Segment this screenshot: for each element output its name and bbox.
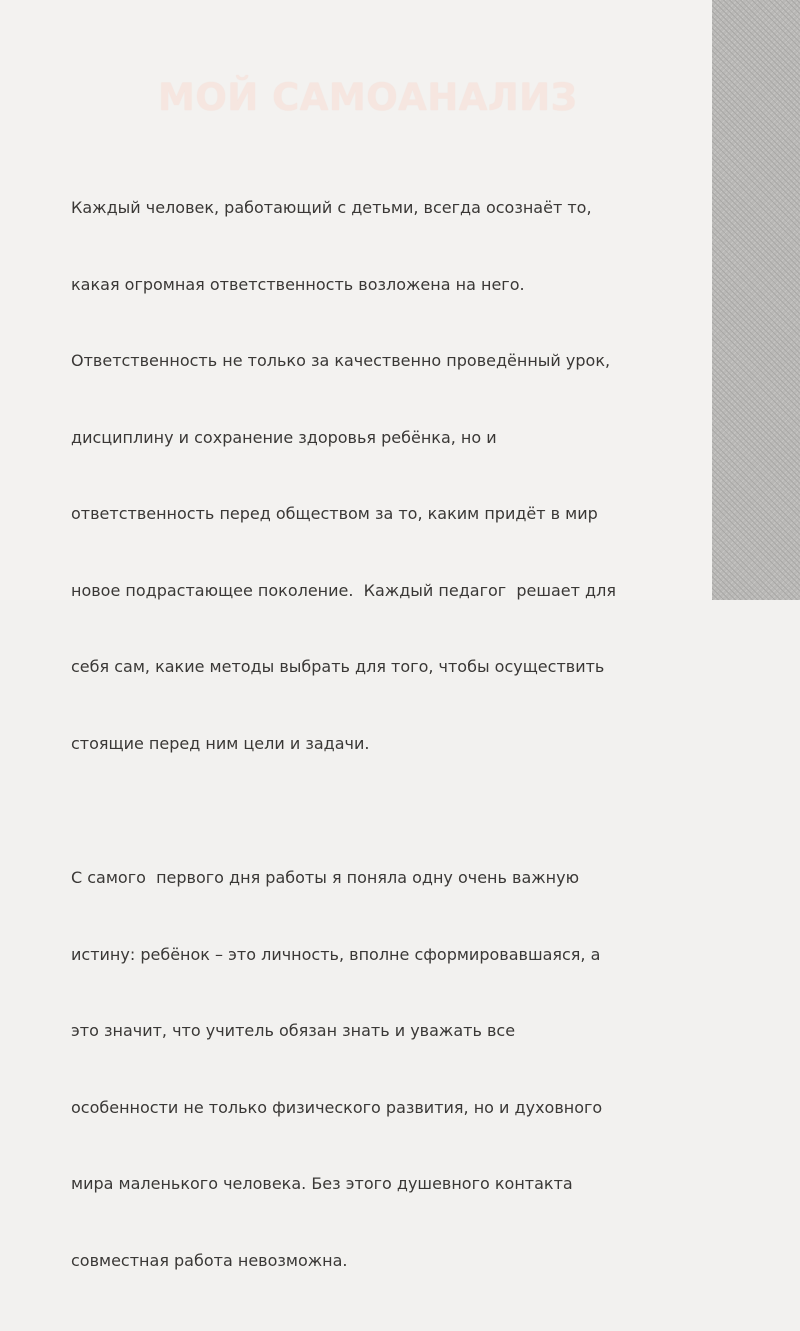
paragraph-line: новое подрастающее поколение. Каждый педагог решает для bbox=[71, 580, 616, 600]
slide-title: МОЙ САМОАНАЛИЗ bbox=[158, 76, 578, 119]
paragraph-line: истину: ребёнок – это личность, вполне сформировавшаяся, а bbox=[71, 944, 601, 964]
paragraph-line: ответственность перед обществом за то, каким придёт в мир bbox=[71, 504, 598, 523]
decorative-side-stripe bbox=[712, 0, 800, 600]
paragraph-line: себя сам, какие методы выбрать для того, чтобы осуществить bbox=[71, 657, 605, 676]
paragraph-line: особенности не только физического развития, но и духовного bbox=[71, 1097, 603, 1117]
paragraph-line: дисциплину и сохранение здоровья ребёнка, но и bbox=[71, 427, 497, 447]
paragraph-line: это значит, что учитель обязан знать и уважать все bbox=[71, 1021, 516, 1040]
paragraph-line: какая огромная ответственность возложена на него. bbox=[71, 274, 525, 294]
paragraph-line: С самого первого дня работы я поняла одну очень важную bbox=[71, 868, 580, 887]
paragraph-line: Ответственность не только за качественно проведённый урок, bbox=[71, 351, 611, 370]
paragraph-line: Каждый человек, работающий с детьми, всегда осознаёт то, bbox=[71, 198, 592, 217]
paragraph-2 bbox=[71, 814, 671, 1324]
paragraph-1 bbox=[71, 144, 671, 807]
paragraph-line: совместная работа невозможна. bbox=[71, 1250, 348, 1270]
paragraph-line: стоящие перед ним цели и задачи. bbox=[71, 733, 370, 753]
slide-body bbox=[71, 144, 671, 1331]
paragraph-line: мира маленького человека. Без этого душевного контакта bbox=[71, 1174, 573, 1193]
